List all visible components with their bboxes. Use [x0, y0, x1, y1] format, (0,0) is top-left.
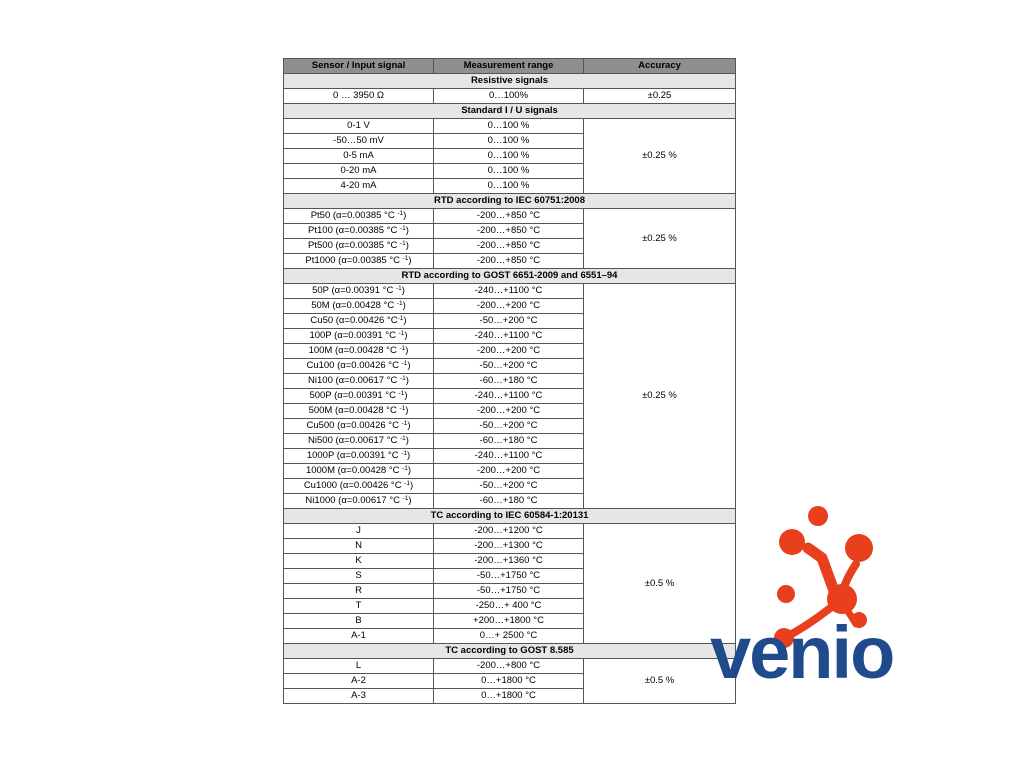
sensor-cell — [284, 674, 434, 689]
sensor-label: Cu500 (α=0.00426 °C — [306, 420, 402, 431]
range-cell: -200…+850 °C — [434, 254, 584, 269]
sensor-cell — [284, 179, 434, 194]
range-cell: -200…+1200 °C — [434, 524, 584, 539]
sensor-label: 0 … 3950 Ω — [333, 90, 384, 101]
sensor-cell — [284, 434, 434, 449]
section-row — [284, 644, 736, 659]
sensor-cell — [284, 224, 434, 239]
table-row — [284, 284, 736, 299]
range-cell: +200…+1800 °C — [434, 614, 584, 629]
section-row — [284, 104, 736, 119]
sensor-cell — [284, 539, 434, 554]
sensor-label: 1000P (α=0.00391 °C — [306, 450, 402, 461]
unit-exponent: -1 — [401, 360, 408, 367]
section-row — [284, 269, 736, 284]
range-cell: -240…+1100 °C — [434, 284, 584, 299]
sensor-label: Cu50 (α=0.00426 °C — [310, 315, 398, 326]
range-cell: 0…100 % — [434, 134, 584, 149]
range-cell: -200…+200 °C — [434, 344, 584, 359]
sensor-label: 4-20 mA — [340, 180, 377, 191]
closing-paren: ) — [410, 480, 414, 491]
sensor-cell — [284, 599, 434, 614]
sensor-cell — [284, 149, 434, 164]
closing-paren: ) — [404, 390, 408, 401]
unit-exponent: -1 — [397, 210, 404, 217]
sensor-cell — [284, 524, 434, 539]
closing-paren: ) — [405, 435, 409, 446]
sensor-cell — [284, 614, 434, 629]
accuracy-cell: ±0.25 % — [584, 119, 736, 194]
header-accuracy: Accuracy — [584, 59, 736, 74]
closing-paren: ) — [407, 420, 411, 431]
unit-exponent: -1 — [400, 240, 406, 247]
range-cell: -50…+1750 °C — [434, 584, 584, 599]
sensor-label: B — [355, 615, 362, 626]
closing-paren: ) — [403, 315, 407, 326]
closing-paren: ) — [405, 405, 409, 416]
range-cell: -240…+1100 °C — [434, 329, 584, 344]
sensor-label: Ni100 (α=0.00617 °C — [308, 375, 400, 386]
sensor-cell — [284, 494, 434, 509]
sensor-cell — [284, 284, 434, 299]
sensor-label: 500P (α=0.00391 °C — [309, 390, 399, 401]
sensor-label: 0-5 mA — [343, 150, 374, 161]
sensor-label: L — [355, 660, 362, 671]
table-row — [284, 659, 736, 674]
section-title: Resistive signals — [284, 74, 736, 89]
sensor-cell — [284, 404, 434, 419]
sensor-cell — [284, 419, 434, 434]
closing-paren: ) — [408, 495, 412, 506]
sensor-cell — [284, 239, 434, 254]
sensor-label: Ni500 (α=0.00617 °C — [308, 435, 400, 446]
sensor-label: 100M (α=0.00428 °C — [308, 345, 400, 356]
accuracy-cell: ±0.25 — [584, 89, 736, 104]
range-cell: -200…+1360 °C — [434, 554, 584, 569]
sensor-cell — [284, 569, 434, 584]
table-row — [284, 89, 736, 104]
range-cell: 0…+1800 °C — [434, 674, 584, 689]
range-cell: -50…+200 °C — [434, 314, 584, 329]
closing-paren: ) — [402, 300, 406, 311]
sensor-label: -50…50 mV — [333, 135, 384, 146]
unit-exponent: -1 — [399, 345, 406, 352]
range-cell: -200…+850 °C — [434, 239, 584, 254]
venio-logo — [704, 500, 934, 690]
range-cell: -200…+200 °C — [434, 299, 584, 314]
unit-exponent: -1 — [399, 405, 406, 412]
closing-paren: ) — [407, 450, 411, 461]
sensor-label: 100P (α=0.00391 °C — [309, 330, 399, 341]
range-cell: -60…+180 °C — [434, 434, 584, 449]
range-cell: 0…100 % — [434, 149, 584, 164]
sensor-cell — [284, 89, 434, 104]
range-cell: 0…100 % — [434, 164, 584, 179]
section-title: Standard I / U signals — [284, 104, 736, 119]
unit-exponent: -1 — [395, 285, 402, 292]
accuracy-cell: ±0.25 % — [584, 209, 736, 269]
table-row — [284, 524, 736, 539]
sensor-cell — [284, 329, 434, 344]
unit-exponent: -1 — [396, 300, 403, 307]
range-cell: -60…+180 °C — [434, 494, 584, 509]
range-cell: -240…+1100 °C — [434, 449, 584, 464]
sensor-cell — [284, 659, 434, 674]
accuracy-cell: ±0.25 % — [584, 284, 736, 509]
table-row — [284, 209, 736, 224]
sensor-cell — [284, 629, 434, 644]
sensor-label: A-1 — [351, 630, 366, 641]
closing-paren: ) — [401, 285, 405, 296]
header-sensor: Sensor / Input signal — [284, 59, 434, 74]
accuracy-cell: ±0.5 % — [584, 659, 736, 704]
unit-exponent: -1 — [398, 330, 405, 337]
sensor-label: 500M (α=0.00428 °C — [308, 405, 400, 416]
sensor-cell — [284, 314, 434, 329]
sensor-cell — [284, 389, 434, 404]
sensor-cell — [284, 449, 434, 464]
closing-paren: ) — [405, 240, 409, 251]
range-cell: -200…+850 °C — [434, 224, 584, 239]
spec-table — [283, 58, 736, 704]
unit-exponent: -1 — [400, 225, 406, 232]
range-cell: -50…+200 °C — [434, 359, 584, 374]
sensor-label: 0-1 V — [347, 120, 370, 131]
range-cell: -200…+850 °C — [434, 209, 584, 224]
range-cell: -50…+200 °C — [434, 479, 584, 494]
range-cell: 0…100 % — [434, 179, 584, 194]
sensor-cell — [284, 344, 434, 359]
sensor-label: 50P (α=0.00391 °C — [312, 285, 396, 296]
sensor-cell — [284, 134, 434, 149]
range-cell: -200…+1300 °C — [434, 539, 584, 554]
sensor-cell — [284, 359, 434, 374]
sensor-label: 0-20 mA — [340, 165, 377, 176]
sensor-label: 50M (α=0.00428 °C — [311, 300, 397, 311]
header-row — [284, 59, 736, 74]
closing-paren: ) — [403, 210, 407, 221]
section-row — [284, 74, 736, 89]
unit-exponent: -1 — [400, 435, 406, 442]
sensor-cell — [284, 209, 434, 224]
range-cell: 0…100 % — [434, 119, 584, 134]
closing-paren: ) — [404, 330, 408, 341]
closing-paren: ) — [405, 225, 409, 236]
range-cell: 0…100% — [434, 89, 584, 104]
unit-exponent: -1 — [402, 465, 408, 472]
sensor-cell — [284, 479, 434, 494]
section-row — [284, 194, 736, 209]
range-cell: -50…+1750 °C — [434, 569, 584, 584]
section-title: TC according to IEC 60584-1:20131 — [284, 509, 736, 524]
unit-exponent: -1 — [400, 375, 406, 382]
sensor-cell — [284, 584, 434, 599]
table-header — [284, 59, 736, 74]
sensor-label: Pt50 (α=0.00385 °C — [310, 210, 398, 221]
range-cell: -200…+800 °C — [434, 659, 584, 674]
range-cell: -240…+1100 °C — [434, 389, 584, 404]
unit-exponent: -1 — [397, 315, 404, 322]
unit-exponent: -1 — [398, 390, 405, 397]
sensor-label: 1000M (α=0.00428 °C — [305, 465, 403, 476]
section-title: RTD according to IEC 60751:2008 — [284, 194, 736, 209]
sensor-label: K — [355, 555, 362, 566]
closing-paren: ) — [407, 465, 412, 476]
section-title: TC according to GOST 8.585 — [284, 644, 736, 659]
sensor-cell — [284, 254, 434, 269]
range-cell: -200…+200 °C — [434, 404, 584, 419]
sensor-label: Pt100 (α=0.00385 °C — [308, 225, 400, 236]
sensor-label: N — [355, 540, 362, 551]
table-body — [284, 74, 736, 704]
closing-paren: ) — [405, 375, 409, 386]
sensor-cell — [284, 374, 434, 389]
header-range: Measurement range — [434, 59, 584, 74]
sensor-cell — [284, 689, 434, 704]
section-row — [284, 509, 736, 524]
unit-exponent: -1 — [402, 255, 409, 262]
accuracy-cell: ±0.5 % — [584, 524, 736, 644]
section-title: RTD according to GOST 6651-2009 and 6551–94 — [284, 269, 736, 284]
range-cell: -250…+ 400 °C — [434, 599, 584, 614]
unit-exponent: -1 — [401, 420, 408, 427]
sensor-label: Cu1000 (α=0.00426 °C — [303, 480, 405, 491]
sensor-label: A-2 — [351, 675, 366, 686]
table-row — [284, 119, 736, 134]
range-cell: -200…+200 °C — [434, 464, 584, 479]
range-cell: -50…+200 °C — [434, 419, 584, 434]
sensor-cell — [284, 554, 434, 569]
sensor-label: S — [355, 570, 362, 581]
range-cell: 0…+ 2500 °C — [434, 629, 584, 644]
closing-paren: ) — [405, 345, 409, 356]
sensor-label: J — [356, 525, 361, 536]
unit-exponent: -1 — [404, 480, 410, 487]
range-cell: -60…+180 °C — [434, 374, 584, 389]
sensor-label: Ni1000 (α=0.00617 °C — [305, 495, 403, 506]
unit-exponent: -1 — [401, 450, 408, 457]
range-cell: 0…+1800 °C — [434, 689, 584, 704]
sensor-cell — [284, 464, 434, 479]
sensor-cell — [284, 299, 434, 314]
closing-paren: ) — [408, 255, 412, 266]
closing-paren: ) — [407, 360, 411, 371]
logo-wordmark: venio — [710, 611, 894, 690]
sensor-cell — [284, 119, 434, 134]
sensor-label: T — [355, 600, 362, 611]
sensor-label: Pt500 (α=0.00385 °C — [308, 240, 400, 251]
sensor-label: Cu100 (α=0.00426 °C — [306, 360, 402, 371]
sensor-label: R — [355, 585, 362, 596]
unit-exponent: -1 — [402, 495, 409, 502]
sensor-cell — [284, 164, 434, 179]
sensor-label: A-3 — [351, 690, 366, 701]
sensor-label: Pt1000 (α=0.00385 °C — [305, 255, 403, 266]
